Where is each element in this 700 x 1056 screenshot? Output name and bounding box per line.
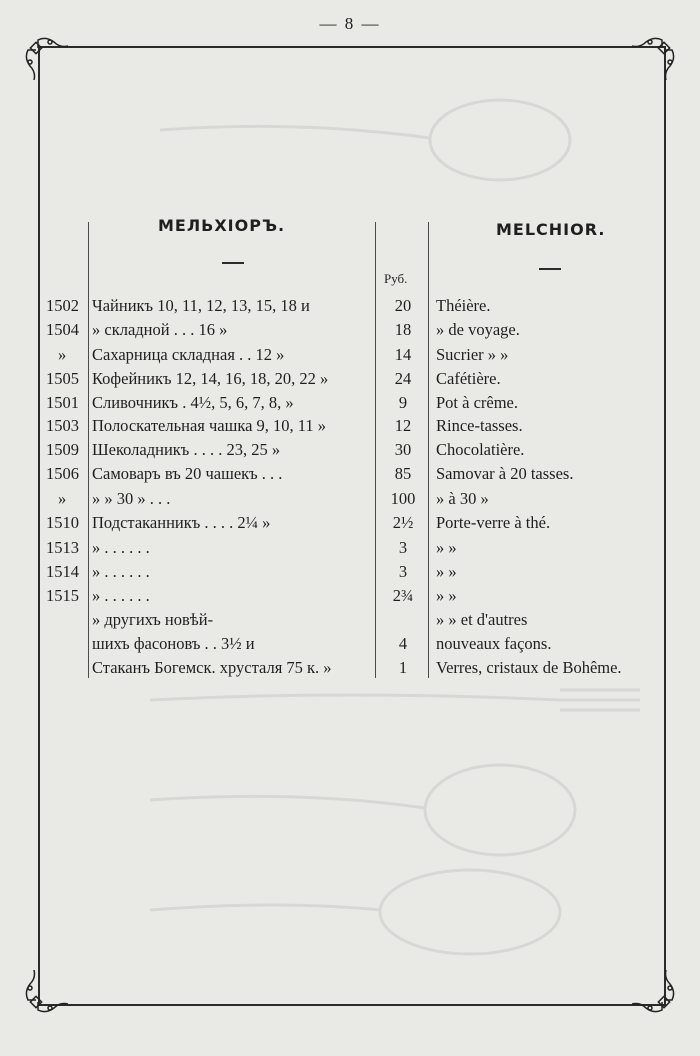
article-number: 1506 [46, 464, 79, 483]
item-price: 20 [394, 296, 412, 315]
article-number: » [58, 345, 67, 364]
header-french: MELCHIOR. [496, 220, 606, 239]
article-number: 1514 [46, 562, 79, 581]
item-name-russian: шихъ фасоновъ . . 3½ и [92, 634, 255, 653]
item-name-french: Sucrier » » [436, 345, 509, 364]
item-name-russian: Чайникъ 10, 11, 12, 13, 15, 18 и [92, 296, 310, 315]
article-number: 1505 [46, 369, 79, 388]
article-number: 1504 [46, 320, 79, 339]
list-item [0, 440, 700, 462]
item-price: 18 [394, 320, 412, 339]
item-name-russian: » . . . . . . [92, 586, 150, 605]
header-rule [539, 268, 561, 270]
item-price: 3 [398, 562, 408, 581]
item-name-russian: Стаканъ Богемск. хрусталя 75 к. » [92, 658, 332, 677]
item-name-french: Verres, cristaux de Bohême. [436, 658, 622, 677]
article-number: » [58, 489, 67, 508]
item-price: 85 [394, 464, 412, 483]
item-name-french: » » [436, 586, 457, 605]
item-price: 24 [394, 369, 412, 388]
item-price: 2¾ [392, 586, 414, 605]
list-item [0, 345, 700, 367]
item-name-russian: Сахарница складная . . 12 » [92, 345, 285, 364]
item-price: 14 [394, 345, 412, 364]
corner-ornament-icon [632, 970, 676, 1014]
item-name-french: » de voyage. [436, 320, 520, 339]
article-number: 1515 [46, 586, 79, 605]
item-name-french: Théière. [436, 296, 491, 315]
item-price: 1 [398, 658, 408, 677]
article-number: 1501 [46, 393, 79, 412]
item-price: 2½ [392, 513, 414, 532]
list-item [0, 464, 700, 486]
item-name-french: » à 30 » [436, 489, 489, 508]
item-name-french: Porte-verre à thé. [436, 513, 551, 532]
list-item [0, 538, 700, 560]
item-name-french: Pot à crême. [436, 393, 519, 412]
list-item [0, 489, 700, 511]
article-number: 1513 [46, 538, 79, 557]
article-number: 1503 [46, 416, 79, 435]
item-name-french: nouveaux façons. [436, 634, 552, 653]
list-item [0, 369, 700, 391]
list-item [0, 296, 700, 318]
item-name-french: Chocolatière. [436, 440, 525, 459]
item-name-russian: Кофейникъ 12, 14, 16, 18, 20, 22 » [92, 369, 329, 388]
item-price: 9 [398, 393, 408, 412]
corner-ornament-icon [632, 36, 676, 80]
list-item [0, 513, 700, 535]
item-name-russian: Подстаканникъ . . . . 2¼ » [92, 513, 271, 532]
item-name-french: » » [436, 538, 457, 557]
item-name-russian: » . . . . . . [92, 538, 150, 557]
corner-ornament-icon [24, 970, 68, 1014]
item-price: 3 [398, 538, 408, 557]
item-price: 100 [390, 489, 416, 508]
list-item [0, 562, 700, 584]
item-name-french: » » et d'autres [436, 610, 528, 629]
item-name-russian: Шеколадникъ . . . . 23, 25 » [92, 440, 281, 459]
article-number: 1510 [46, 513, 79, 532]
item-name-russian: » » 30 » . . . [92, 489, 171, 508]
item-name-russian: » складной . . . 16 » [92, 320, 228, 339]
list-item [0, 320, 700, 342]
list-item [0, 416, 700, 438]
item-name-french: Cafétière. [436, 369, 501, 388]
header-rule [222, 262, 244, 264]
item-name-russian: Сливочникъ . 4½, 5, 6, 7, 8, » [92, 393, 294, 412]
article-number: 1502 [46, 296, 79, 315]
item-price: 4 [398, 634, 408, 653]
list-item [0, 610, 700, 632]
item-price: 30 [394, 440, 412, 459]
item-name-french: Samovar à 20 tasses. [436, 464, 574, 483]
list-item [0, 634, 700, 656]
list-item [0, 393, 700, 415]
item-name-russian: » . . . . . . [92, 562, 150, 581]
page-number: — 8 — [319, 14, 381, 33]
item-price: 12 [394, 416, 412, 435]
list-item [0, 586, 700, 608]
article-number: 1509 [46, 440, 79, 459]
currency-label: Руб. [384, 271, 408, 286]
item-name-russian: Самоваръ въ 20 чашекъ . . . [92, 464, 283, 483]
item-name-russian: » другихъ новѣй- [92, 610, 214, 629]
item-name-french: » » [436, 562, 457, 581]
corner-ornament-icon [24, 36, 68, 80]
header-russian: МЕЛЬХІОРЪ. [158, 216, 286, 235]
item-name-french: Rince-tasses. [436, 416, 523, 435]
item-name-russian: Полоскательная чашка 9, 10, 11 » [92, 416, 327, 435]
list-item [0, 658, 700, 680]
